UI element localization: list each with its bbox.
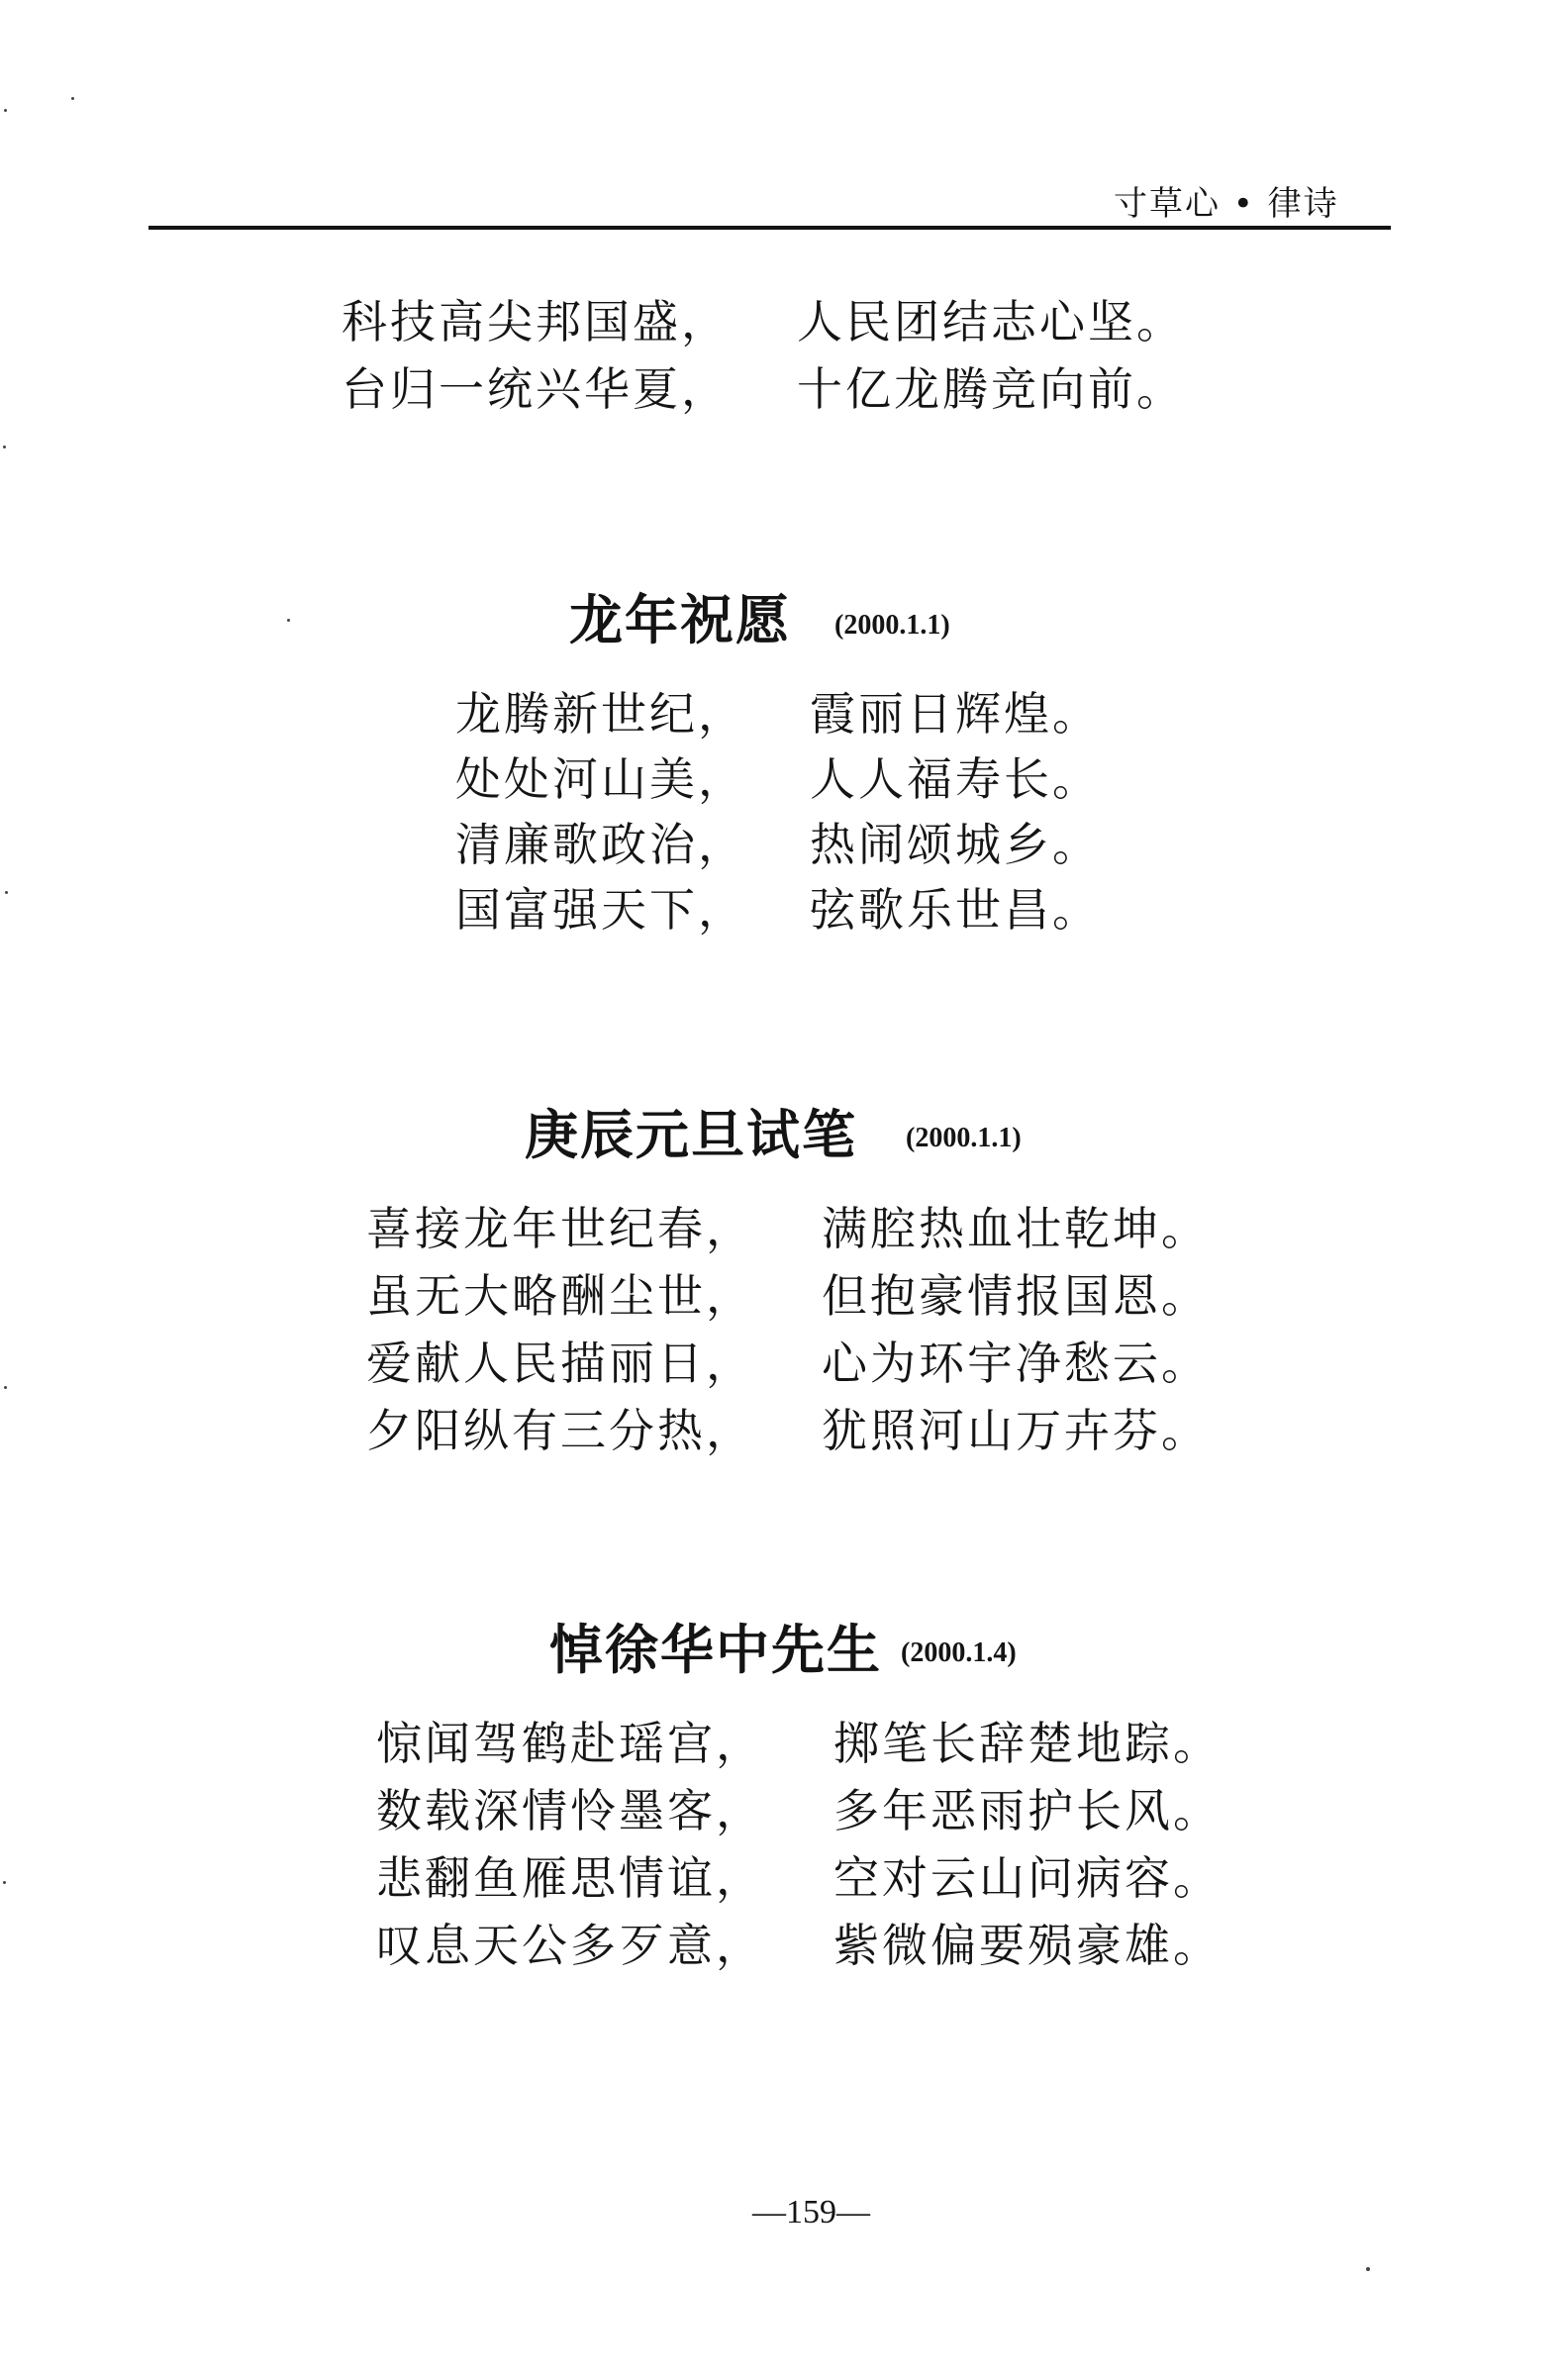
- poem-line-second-half: 满腔热血壮乾坤。: [822, 1202, 1210, 1255]
- poem-line-first-half: 清廉歌政治，: [455, 818, 746, 871]
- poem-line-second-half: 但抱豪情报国恩。: [822, 1269, 1210, 1323]
- poem-line-second-half: 弦歌乐世昌。: [810, 883, 1101, 937]
- scan-speck: [287, 619, 290, 622]
- scan-speck: [1366, 2267, 1370, 2271]
- poem-line-first-half: 龙腾新世纪，: [455, 687, 746, 741]
- poem-line-second-half: 人民团结志心坚。: [797, 295, 1185, 348]
- poem-line-second-half: 人人福寿长。: [810, 752, 1101, 806]
- poem-title: 悼徐华中先生: [549, 1619, 882, 1681]
- poem-line-second-half: 霞丽日辉煌。: [810, 687, 1101, 741]
- poem-line-first-half: 虽无大略酬尘世，: [366, 1269, 754, 1323]
- poem-line-first-half: 悲翻鱼雁思情谊，: [376, 1851, 764, 1905]
- poem-line-second-half: 心为环宇净愁云。: [822, 1337, 1210, 1390]
- poem-line-first-half: 数载深情怜墨客，: [376, 1784, 764, 1837]
- poem-line-first-half: 科技高尖邦国盛，: [342, 295, 730, 348]
- scan-speck: [4, 1386, 7, 1389]
- poem-line-second-half: 空对云山问病容。: [833, 1851, 1222, 1905]
- poem-line-second-half: 多年恶雨护长风。: [833, 1784, 1222, 1837]
- scan-speck: [5, 891, 8, 894]
- poem-date: (2000.1.1): [834, 610, 950, 641]
- poem-line-first-half: 处处河山美，: [455, 752, 746, 806]
- poem-line-second-half: 犹照河山万卉芬。: [822, 1404, 1210, 1457]
- poem-line-second-half: 紫微偏要殒豪雄。: [833, 1919, 1222, 1972]
- poem-date: (2000.1.1): [906, 1123, 1022, 1153]
- poem-line-second-half: 掷笔长辞楚地踪。: [833, 1717, 1222, 1770]
- poem-line-first-half: 国富强天下，: [455, 883, 746, 937]
- poem-date: (2000.1.4): [901, 1637, 1017, 1668]
- poem-line-first-half: 喜接龙年世纪春，: [366, 1202, 754, 1255]
- page-number: —159—: [752, 2194, 870, 2231]
- running-head: 寸草心 • 律诗: [1114, 184, 1339, 224]
- poem-line-first-half: 叹息天公多歹意，: [376, 1919, 764, 1972]
- poem-line-first-half: 爱献人民描丽日，: [366, 1337, 754, 1390]
- scan-speck: [3, 446, 6, 448]
- poem-line-first-half: 夕阳纵有三分热，: [366, 1404, 754, 1457]
- poem-title: 龙年祝愿: [569, 589, 791, 651]
- scan-speck: [4, 109, 7, 112]
- scan-speck: [71, 97, 74, 100]
- poem-line-first-half: 台归一统兴华夏，: [342, 362, 730, 416]
- poem-line-second-half: 热闹颂城乡。: [810, 818, 1101, 871]
- poem-line-second-half: 十亿龙腾竞向前。: [797, 362, 1185, 416]
- poem-title: 庚辰元旦试笔: [525, 1104, 857, 1166]
- scan-speck: [3, 1881, 6, 1884]
- poem-line-first-half: 惊闻驾鹤赴瑶宫，: [376, 1717, 764, 1770]
- header-rule: [148, 226, 1391, 230]
